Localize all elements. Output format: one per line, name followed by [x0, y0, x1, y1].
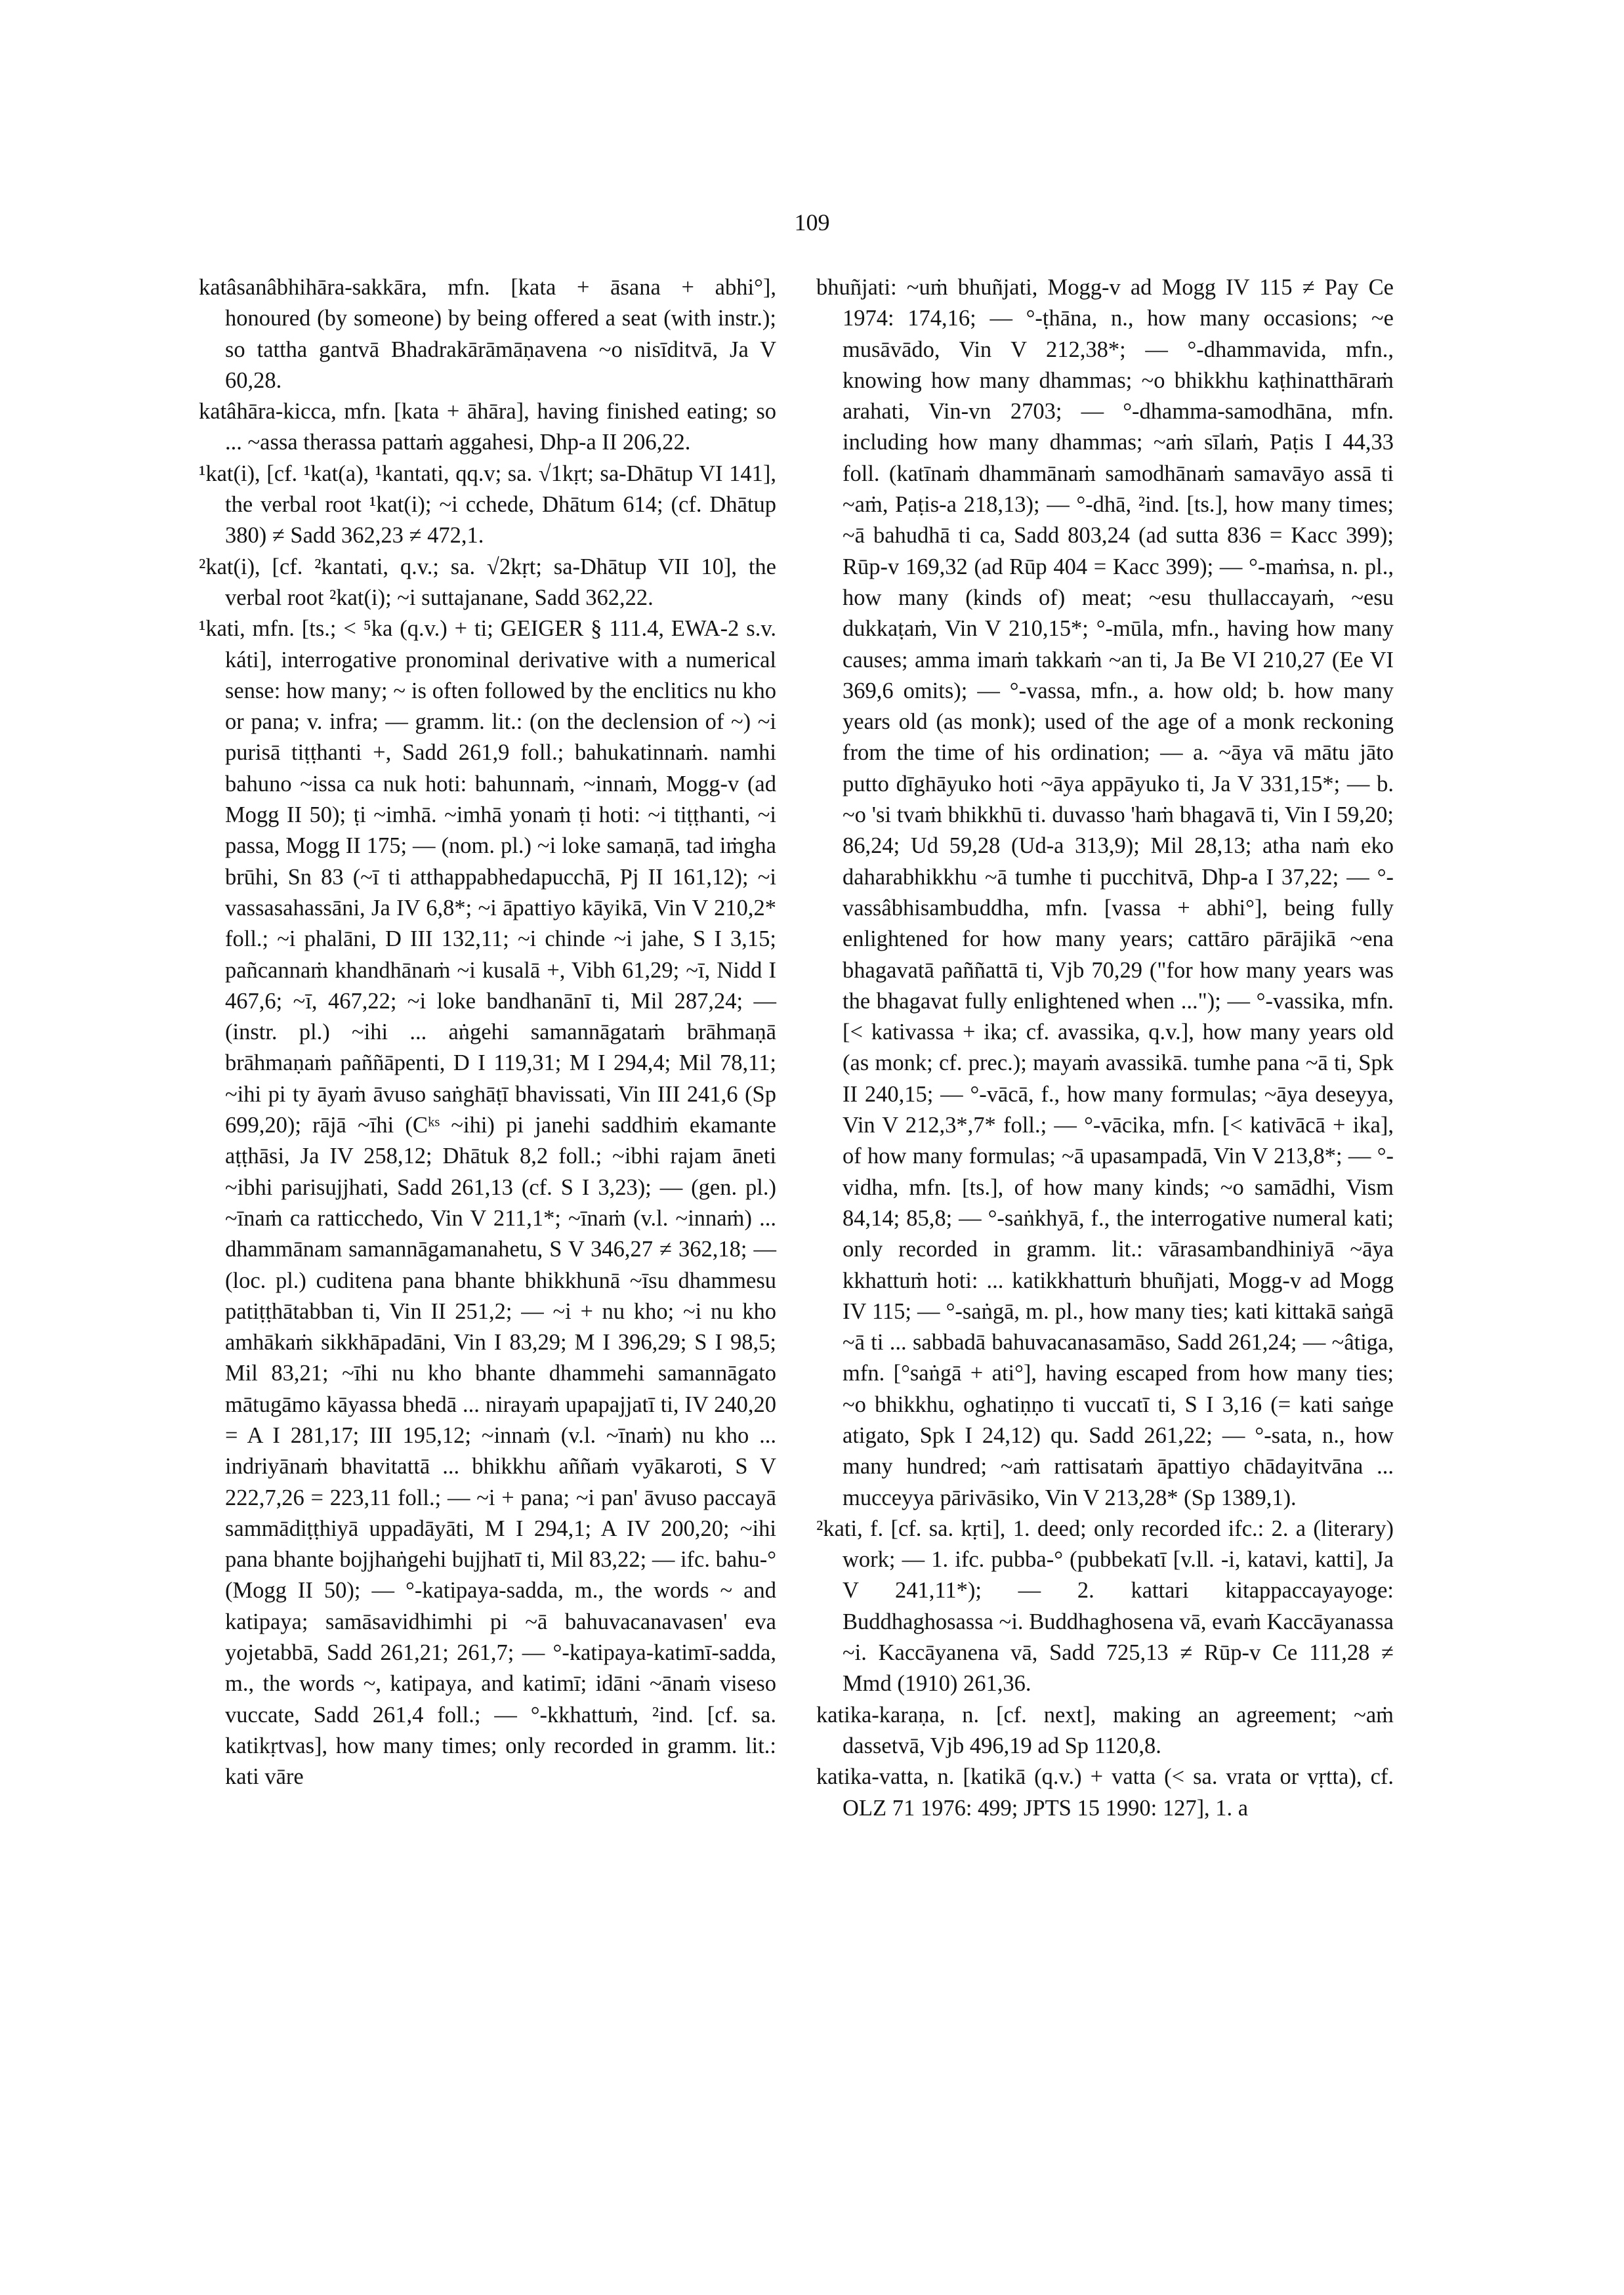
dictionary-entry: ²kati, f. [cf. sa. kṛti], 1. deed; only recorded ifc.: 2. a (literary) work; — 1. ifc. pubba-° (pubbekatī [v.ll. -i, katavi, katti], Ja V 241,11*); — 2. kattari kitappaccayayoge: Buddhaghosassa ~i. Buddhaghosena vā, evaṁ Kaccāyanassa ~i. Kaccāyanena vā, Sadd 725,13 ≠ Rūp-v Ce 111,28 ≠ Mmd (1910) 261,36. — [816, 1516, 1394, 1697]
dictionary-entry: katâsanâbhihāra-sakkāra, mfn. [kata + āsana + abhi°], honoured (by someone) by being offered a seat (with instr.); so tattha gantvā Bhadrakārāmāṇavena ~o nisīditvā, Ja V 60,28. — [199, 275, 776, 393]
dictionary-entry: ¹kat(i), [cf. ¹kat(a), ¹kantati, qq.v; sa. √1kṛt; sa-Dhātup VI 141], the verbal root ¹kat(i); ~i cchede, Dhātum 614; (cf. Dhātup 380) ≠ Sadd 362,23 ≠ 472,1. — [199, 461, 776, 548]
dictionary-entry: katâhāra-kicca, mfn. [kata + āhāra], having finished eating; so ... ~assa therassa pattaṁ aggahesi, Dhp-a II 206,22. — [199, 399, 776, 455]
page-number: 109 — [794, 209, 830, 236]
dictionary-entry: bhuñjati: ~uṁ bhuñjati, Mogg-v ad Mogg IV 115 ≠ Pay Ce 1974: 174,16; — °-ṭhāna, n., how many occasions; ~e musāvādo, Vin V 212,38*; — °-dhammavida, mfn., knowing how many dhammas; ~o bhikkhu kaṭhinatthāraṁ arahati, Vin-vn 2703; — °-dhamma-samodhāna, mfn. including how many dhammas; ~aṁ sīlaṁ, Paṭis I 44,33 foll. (katīnaṁ dhammānaṁ samodhānaṁ samavāyo assā ti ~aṁ, Paṭis-a 218,13); — °-dhā, ²ind. [ts.], how many times; ~ā bahudhā ti ca, Sadd 803,24 (ad sutta 836 = Kacc 399); Rūp-v 169,32 (ad Rūp 404 = Kacc 399); — °-maṁsa, n. pl., how many (kinds of) meat; ~esu thullaccayaṁ, ~esu dukkaṭaṁ, Vin V 210,15*; °-mūla, mfn., having how many causes; amma imaṁ takkaṁ ~an ti, Ja Be VI 210,27 (Ee VI 369,6 omits); — °-vassa, mfn., a. how old; b. how many years old (as monk); used of the age of a monk reckoning from the time of his ordination; — a. ~āya vā mātu jāto putto dīghāyuko hoti ~āya appāyuko ti, Ja V 331,15*; — b. ~o 'si tvaṁ bhikkhū ti. duvasso 'haṁ bhagavā ti, Vin I 59,20; 86,24; Ud 59,28 (Ud-a 313,9); Mil 28,13; atha naṁ eko daharabhikkhu ~ā tumhe ti pucchitvā, Dhp-a I 37,22; — °-vassâbhisambuddha, mfn. [vassa + abhi°], being fully enlightened for how many years; cattāro pārājikā ~ena bhagavatā paññattā ti, Vjb 70,29 ("for how many years was the bhagavat fully enlightened when ..."); — °-vassika, mfn. [< kativassa + ika; cf. avassika, q.v.], how many years old (as monk; cf. prec.); mayaṁ avassikā. tumhe pana ~ā ti, Spk II 240,15; — °-vācā, f., how many formulas; ~āya deseyya, Vin V 212,3*,7* foll.; — °-vācika, mfn. [< kativācā + ika], of how many formulas; ~ā upasampadā, Vin V 213,8*; — °-vidha, mfn. [ts.], of how many kinds; ~o samādhi, Vism 84,14; 85,8; — °-saṅkhyā, f., the interrogative numeral kati; only recorded in gramm. lit.: vārasambandhiniyā ~āya kkhattuṁ hoti: ... katikkhattuṁ bhuñjati, Mogg-v ad Mogg IV 115; — °-saṅgā, m. pl., how many ties; kati kittakā saṅgā ~ā ti ... sabbadā bahuvacanasamāso, Sadd 261,24; — ~âtiga, mfn. [°saṅgā + ati°], having escaped from how many ties; ~o bhikkhu, oghatiṇṇo ti vuccatī ti, S I 3,16 (= kati saṅge atigato, Spk I 24,12) qu. Sadd 261,22; — °-sata, n., how many hundred; ~aṁ rattisataṁ āpattiyo chādayitvāna ... mucceyya pārivāsiko, Vin V 213,28* (Sp 1389,1). — [816, 275, 1394, 1510]
dictionary-entry: ¹kati, mfn. [ts.; < ⁵ka (q.v.) + ti; GEIGER § 111.4, EWA-2 s.v. káti], interrogative pronominal derivative with a numerical sense: how many; ~ is often followed by the enclitics nu kho or pana; v. infra; — gramm. lit.: (on the declension of ~) ~i purisā tiṭṭhanti +, Sadd 261,9 foll.; bahukatinnaṁ. namhi bahuno ~issa ca nuk hoti: bahunnaṁ, ~innaṁ, Mogg-v (ad Mogg II 50); ṭi ~imhā. ~imhā yonaṁ ṭi hoti: ~i tiṭṭhanti, ~i passa, Mogg II 175; — (nom. pl.) ~i loke samaṇā, tad iṁgha brūhi, Sn 83 (~ī ti atthappabhedapucchā, Pj II 161,12); ~i vassasahassāni, Ja IV 6,8*; ~i āpattiyo kāyikā, Vin V 210,2* foll.; ~i phalāni, D III 132,11; ~i chinde ~i jahe, S I 3,15; pañcannaṁ khandhānaṁ ~i kusalā +, Vibh 61,29; ~ī, Nidd I 467,6; ~ī, 467,22; ~i loke bandhanānī ti, Mil 287,24; — (instr. pl.) ~ihi ... aṅgehi samannāgataṁ brāhmaṇā brāhmaṇaṁ paññāpenti, D I 119,31; M I 294,4; Mil 78,11; ~ihi pi ty āyaṁ āvuso saṅghāṭī bhavissati, Vin III 241,6 (Sp 699,20); rājā ~īhi (Cᵏˢ ~ihi) pi janehi saddhiṁ ekamante aṭṭhāsi, Ja IV 258,12; Dhātuk 8,2 foll.; ~ibhi rajam āneti ~ibhi parisujjhati, Sadd 261,13 (cf. S I 3,23); — (gen. pl.) ~īnaṁ ca ratticchedo, Vin V 211,1*; ~īnaṁ (v.l. ~innaṁ) ... dhammānam samannāgamanahetu, S V 346,27 ≠ 362,18; — (loc. pl.) cuditena pana bhante bhikkhunā ~īsu dhammesu patiṭṭhātabban ti, Vin II 251,2; — ~i + nu kho; ~i nu kho amhākaṁ sikkhāpadāni, Vin I 83,29; M I 396,29; S I 98,5; Mil 83,21; ~īhi nu kho bhante dhammehi samannāgato mātugāmo kāyassa bhedā ... nirayaṁ upapajjatī ti, IV 240,20 = A I 281,17; III 195,12; ~innaṁ (v.l. ~īnaṁ) nu kho ... indriyānaṁ bhavitattā ... bhikkhu aññaṁ vyākaroti, S V 222,7,26 = 223,11 foll.; — ~i + pana; ~i pan' āvuso paccayā sammādiṭṭhiyā uppadāyāti, M I 294,1; A IV 200,20; ~ihi pana bhante bojjhaṅgehi bujjhatī ti, Mil 83,22; — ifc. bahu-° (Mogg II 50); — °-katipaya-sadda, m., the words ~ and katipaya; samāsavidhimhi pi ~ā bahuvacanavasen' eva yojetabbā, Sadd 261,21; 261,7; — °-katipaya-katimī-sadda, m., the words ~, katipaya, and katimī; idāni ~ānaṁ viseso vuccate, Sadd 261,4 foll.; — °-kkhattuṁ, ²ind. [cf. sa. katikṛtvas], how many times; only recorded in gramm. lit.: kati vāre — [199, 616, 776, 1790]
right-column — [816, 272, 1394, 1824]
dictionary-entry: katika-karaṇa, n. [cf. next], making an agreement; ~aṁ dassetvā, Vjb 496,19 ad Sp 1120,8. — [816, 1702, 1394, 1758]
dictionary-entry: katika-vatta, n. [katikā (q.v.) + vatta (< sa. vrata or vṛtta), cf. OLZ 71 1976: 499; JPTS 15 1990: 127], 1. a — [816, 1764, 1394, 1821]
left-column — [199, 272, 776, 1793]
dictionary-entry: ²kat(i), [cf. ²kantati, q.v.; sa. √2kṛt; sa-Dhātup VII 10], the verbal root ²kat(i); ~i suttajanane, Sadd 362,22. — [199, 554, 776, 610]
